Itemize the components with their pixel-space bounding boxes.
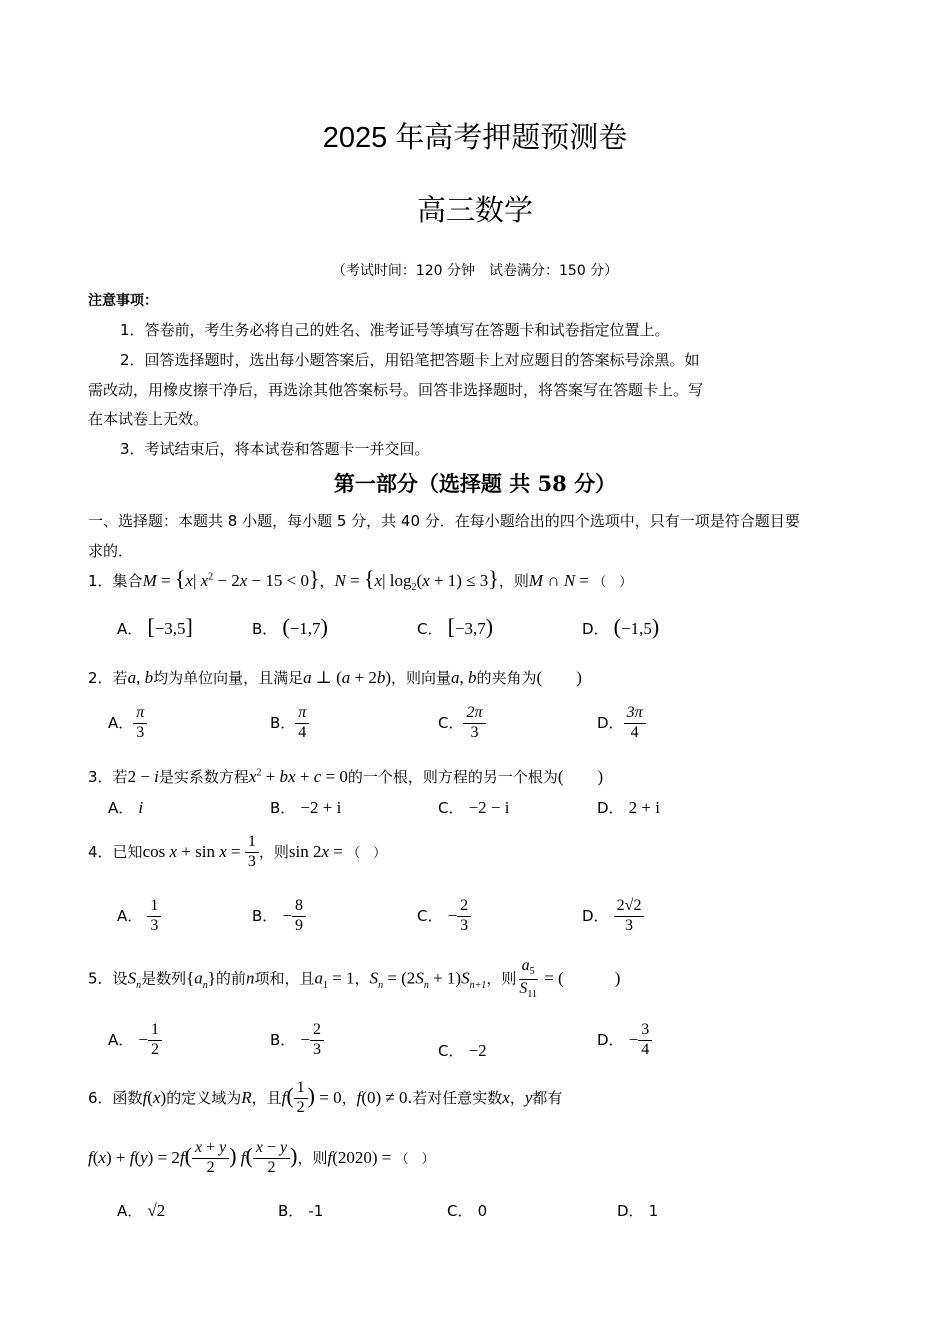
option-5-d[interactable]: D． − $\frac{3}{4}$ — [597, 1022, 652, 1059]
option-3-c[interactable]: C． −2 − i — [438, 798, 510, 817]
option-1-a[interactable]: A． [−3,5] — [117, 614, 193, 639]
notice-item-2-line-1: 2．回答选择题时，选出每小题答案后，用铅笔把答题卡上对应题目的答案标号涂黑。如 — [120, 351, 700, 369]
notice-item-1: 1．答卷前，考生务必将自己的姓名、准考证号等填写在答题卡和试卷指定位置上。 — [120, 321, 670, 339]
option-5-b[interactable]: B． − $\frac{2}{3}$ — [270, 1022, 324, 1059]
option-4-d[interactable]: D． $\frac{2√2}{3}$ — [582, 898, 644, 935]
notice-item-2-line-3: 在本试卷上无效。 — [88, 410, 209, 428]
section-instructions-line-1: 一、选择题：本题共 8 小题，每小题 5 分，共 40 分．在每小题给出的四个选项中，只有一项是符合题目要 — [88, 512, 800, 530]
option-1-d[interactable]: D． (−1,5) — [582, 614, 660, 639]
question-6-stem-line-2: f(x) + f(y) = 2f( $\frac{x + y}{2}$ ) f( $\frac{x - y}{2}$ )，则f(2020) = （ ） — [88, 1139, 435, 1176]
question-number: 6． — [88, 1088, 113, 1107]
question-2-stem: 2．若a, b均为单位向量，且满足a ⊥ (a + 2b)，则向量a, b的夹角为( ) — [88, 668, 582, 687]
notice-item-3: 3．考试结束后，将本试卷和答题卡一并交回。 — [120, 440, 430, 458]
question-6-stem-line-1: 6．函数f(x)的定义域为R，且f( $\frac{1}{2}$ ) = 0，f(0) ≠ 0.若对任意实数x，y都有 — [88, 1079, 563, 1116]
question-number: 3． — [88, 768, 113, 786]
option-3-a[interactable]: A． i — [108, 798, 144, 817]
document-title: 2025 年高考押题预测卷 — [322, 122, 628, 154]
part-1-heading: 第一部分（选择题 共 58 分） — [333, 471, 617, 496]
option-2-c[interactable]: C． $\frac{2\pi}{3}$ — [438, 705, 486, 742]
question-5-stem: 5．设$S_n$是数列$\{a_n\}$的前n项和，且$a_1 = 1$，$S_n = (2S_n + 1)S_{n+1}$，则 $\frac{a_5}{S_{11}}$ = ( ) — [88, 957, 621, 1000]
notice-item-2-line-2: 需改动，用橡皮擦干净后，再选涂其他答案标号。回答非选择题时，将答案写在答题卡上。写 — [88, 381, 704, 399]
set-m-expression: M — [142, 571, 157, 590]
option-5-c[interactable]: C． −2 — [438, 1041, 487, 1060]
option-4-a[interactable]: A． $\frac{1}{3}$ — [117, 898, 161, 935]
option-6-c[interactable]: C． 0 — [447, 1202, 488, 1220]
notice-heading: 注意事项： — [88, 293, 158, 309]
question-number: 2． — [88, 669, 113, 687]
set-n-expression: N — [334, 571, 346, 590]
option-4-c[interactable]: C． − $\frac{2}{3}$ — [417, 898, 471, 935]
option-6-d[interactable]: D． 1 — [617, 1202, 659, 1220]
question-number: 5． — [88, 969, 113, 988]
question-number: 1． — [88, 572, 113, 590]
option-1-c[interactable]: C． [−3,7) — [417, 614, 494, 639]
option-2-b[interactable]: B． $\frac{\pi}{4}$ — [270, 705, 309, 742]
document-subtitle: 高三数学 — [416, 193, 533, 227]
option-1-b[interactable]: B． (−1,7) — [252, 614, 328, 639]
option-3-d[interactable]: D． 2 + i — [597, 798, 660, 817]
question-3-stem: 3．若2 − i是实系数方程$x^2$ + bx + c = 0的一个根，则方程的另一个根为( ) — [88, 767, 604, 786]
question-number: 4． — [88, 842, 113, 861]
option-4-b[interactable]: B． − $\frac{8}{9}$ — [252, 898, 306, 935]
exam-info: （考试时间：120 分钟 试卷满分：150 分） — [331, 263, 619, 279]
option-6-a[interactable]: A． √2 — [117, 1201, 166, 1220]
option-5-a[interactable]: A． − $\frac{1}{2}$ — [108, 1022, 162, 1059]
option-2-a[interactable]: A． $\frac{\pi}{3}$ — [108, 705, 147, 742]
option-2-d[interactable]: D． $\frac{3\pi}{4}$ — [597, 705, 646, 742]
question-1-stem: 1．集合M = {x| $x^2 - 2x - 15 < 0$}，N = {x| $\log_2(x + 1) \le 3$}，则M ∩ N = （ ） — [88, 566, 633, 594]
question-4-stem: 4．已知cos x + sin x = $\frac{1}{3}$ ，则sin 2x = （ ） — [88, 833, 387, 870]
option-3-b[interactable]: B． −2 + i — [270, 798, 342, 817]
section-instructions-line-2: 求的． — [88, 542, 134, 560]
option-6-b[interactable]: B． -1 — [278, 1202, 324, 1220]
